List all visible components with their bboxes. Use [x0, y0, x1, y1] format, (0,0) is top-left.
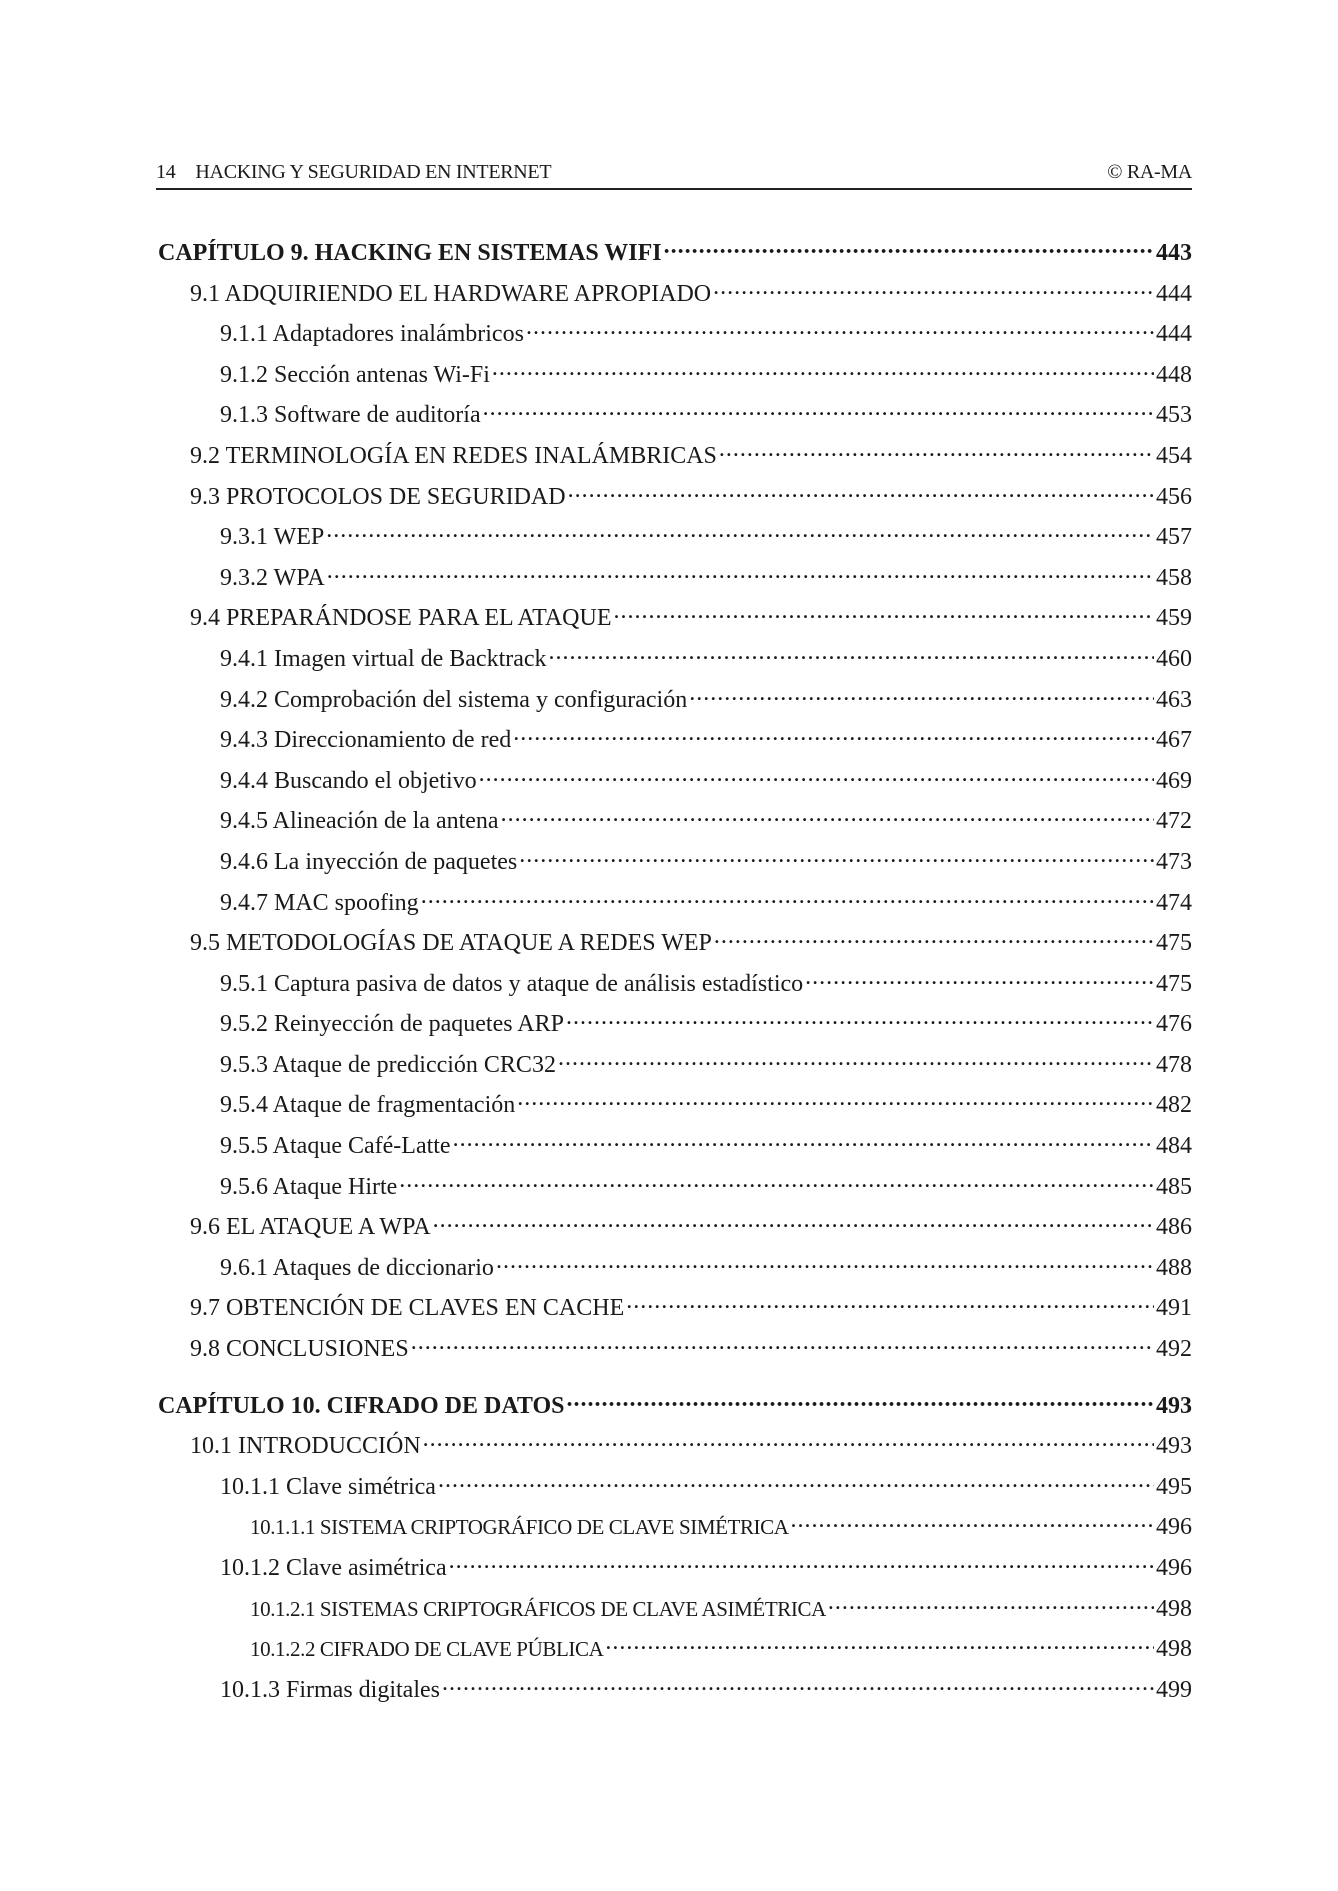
dot-leader: [326, 520, 1154, 544]
toc-entry-page: 469: [1156, 767, 1192, 794]
dot-leader: [719, 439, 1154, 463]
toc-entry: [158, 845, 1192, 886]
toc-entry-title: 9.4.6 La inyección de paquetes: [220, 848, 518, 875]
toc-entry: [158, 358, 1192, 399]
dot-leader: [513, 723, 1154, 747]
toc-entry-title: 9.5.3 Ataque de predicción CRC32: [220, 1051, 556, 1078]
toc-entry: [158, 1632, 1192, 1673]
dot-leader: [496, 1251, 1154, 1275]
toc-entry: [158, 764, 1192, 805]
toc-entry-page: 458: [1156, 564, 1192, 591]
dot-leader: [605, 1632, 1154, 1656]
toc-entry: [158, 683, 1192, 724]
dot-leader: [713, 277, 1154, 301]
toc-entry-page: 495: [1156, 1473, 1192, 1500]
toc-entry: [158, 277, 1192, 318]
toc-entry-title: 9.4.3 Direccionamiento de red: [220, 727, 512, 754]
dot-leader: [433, 1210, 1154, 1234]
dot-leader: [614, 601, 1155, 625]
toc-entry: [158, 1210, 1192, 1251]
toc-entry-title: 9.2 TERMINOLOGÍA EN REDES INALÁMBRICAS: [190, 442, 717, 469]
toc-entry: [158, 439, 1192, 480]
toc-entry: [158, 1592, 1192, 1633]
toc-entry: [158, 926, 1192, 967]
toc-entry-page: 444: [1156, 280, 1192, 307]
toc-entry-title: CAPÍTULO 10. CIFRADO DE DATOS: [158, 1392, 565, 1419]
dot-leader: [689, 683, 1154, 707]
toc-entry-title: 9.5.4 Ataque de fragmentación: [220, 1092, 516, 1119]
toc-entry: [158, 804, 1192, 845]
toc-entry-page: 456: [1156, 483, 1192, 510]
toc-entry-page: 492: [1156, 1336, 1192, 1363]
toc-entry: [158, 1007, 1192, 1048]
book-title: HACKING Y SEGURIDAD EN INTERNET: [195, 161, 552, 183]
toc-entry-title: 9.6.1 Ataques de diccionario: [220, 1254, 494, 1281]
toc-entry-page: 491: [1156, 1295, 1192, 1322]
dot-leader: [453, 1129, 1154, 1153]
dot-leader: [438, 1470, 1154, 1494]
toc-entry-title: 9.4.7 MAC spoofing: [220, 889, 419, 916]
toc-entry-title: 9.6 EL ATAQUE A WPA: [190, 1214, 431, 1241]
toc-entry: [158, 1048, 1192, 1089]
dot-leader: [423, 1429, 1154, 1453]
toc-entry-page: 472: [1156, 808, 1192, 835]
toc-entry: [158, 1429, 1192, 1470]
toc-entry-page: 496: [1156, 1514, 1192, 1541]
running-header-left: [156, 161, 551, 184]
toc-entry-title: 9.4.1 Imagen virtual de Backtrack: [220, 645, 547, 672]
toc-entry-page: 476: [1156, 1011, 1192, 1038]
toc-entry: [158, 1291, 1192, 1332]
toc-entry-title: 10.1.1 Clave simétrica: [220, 1473, 436, 1500]
toc-entry-page: 475: [1156, 970, 1192, 997]
dot-leader: [411, 1332, 1154, 1356]
dot-leader: [664, 236, 1154, 260]
toc-entry: [158, 1251, 1192, 1292]
toc-entry-page: 486: [1156, 1214, 1192, 1241]
toc-entry-title: 10.1.1.1 SISTEMA CRIPTOGRÁFICO DE CLAVE SIMÉTRICA: [250, 1515, 789, 1540]
dot-leader: [828, 1592, 1154, 1616]
toc-entry: [158, 317, 1192, 358]
dot-leader: [479, 764, 1154, 788]
toc-entry-title: 10.1.2 Clave asimétrica: [220, 1555, 447, 1581]
toc-entry-title: 9.5.2 Reinyección de paquetes ARP: [220, 1011, 564, 1038]
toc-entry-page: 460: [1156, 645, 1192, 672]
dot-leader: [517, 1088, 1154, 1112]
dot-leader: [558, 1048, 1154, 1072]
toc-entry: [158, 520, 1192, 561]
dot-leader: [449, 1551, 1154, 1575]
toc-entry-page: 443: [1156, 240, 1192, 266]
toc-entry-title: 9.5.6 Ataque Hirte: [220, 1173, 398, 1200]
toc-entry-title: 9.1.2 Sección antenas Wi-Fi: [220, 361, 490, 388]
toc-entry-page: 482: [1156, 1092, 1192, 1119]
toc-entry: [158, 1510, 1192, 1551]
dot-leader: [421, 886, 1154, 910]
toc-entry-page: 453: [1156, 402, 1192, 429]
toc-entry: [158, 1088, 1192, 1129]
toc-entry-page: 467: [1156, 727, 1192, 754]
toc-entry: [158, 1551, 1192, 1592]
toc-entry-title: 9.1 ADQUIRIENDO EL HARDWARE APROPIADO: [190, 280, 712, 307]
toc-entry-page: 478: [1156, 1051, 1192, 1078]
dot-leader: [399, 1170, 1154, 1194]
dot-leader: [526, 317, 1154, 341]
toc-entry: [158, 723, 1192, 764]
toc-entry-title: 9.5.5 Ataque Café-Latte: [220, 1133, 451, 1160]
toc-entry-page: 473: [1156, 848, 1192, 875]
toc-entry-title: CAPÍTULO 9. HACKING EN SISTEMAS WIFI: [158, 240, 662, 266]
toc-entry-title: 9.5.1 Captura pasiva de datos y ataque de análisis estadístico: [220, 970, 804, 997]
toc-entry-page: 488: [1156, 1254, 1192, 1281]
toc-entry-title: 9.4.5 Alineación de la antena: [220, 808, 499, 835]
toc-entry-page: 498: [1156, 1595, 1192, 1622]
dot-leader: [519, 845, 1154, 869]
toc-entry-title: 9.3.1 WEP: [220, 524, 325, 551]
dot-leader: [568, 480, 1154, 504]
dot-leader: [714, 926, 1154, 950]
toc-entry-title: 9.4 PREPARÁNDOSE PARA EL ATAQUE: [190, 605, 612, 632]
toc-entry-page: 454: [1156, 442, 1192, 469]
dot-leader: [805, 967, 1154, 991]
toc-entry: [158, 1170, 1192, 1211]
toc-entry-page: 498: [1156, 1636, 1192, 1663]
toc-entry-page: 457: [1156, 524, 1192, 551]
toc-entry: [158, 1332, 1192, 1373]
toc-chapter-entry: [158, 236, 1192, 277]
toc-entry-title: 10.1.2.2 CIFRADO DE CLAVE PÚBLICA: [250, 1637, 604, 1662]
toc-entry-page: 485: [1156, 1173, 1192, 1200]
toc-entry-title: 9.1.3 Software de auditoría: [220, 402, 481, 429]
toc-entry: [158, 1129, 1192, 1170]
dot-leader: [791, 1510, 1154, 1534]
toc-entry-page: 444: [1156, 321, 1192, 348]
dot-leader: [501, 804, 1154, 828]
toc-entry-page: 493: [1156, 1392, 1192, 1419]
toc-entry-page: 475: [1156, 930, 1192, 957]
toc-entry-page: 484: [1156, 1133, 1192, 1160]
toc-entry-title: 9.4.2 Comprobación del sistema y configuración: [220, 686, 688, 713]
toc-entry-title: 10.1.2.1 SISTEMAS CRIPTOGRÁFICOS DE CLAVE ASIMÉTRICA: [250, 1596, 826, 1621]
dot-leader: [626, 1291, 1154, 1315]
toc-entry: [158, 886, 1192, 927]
dot-leader: [327, 561, 1154, 585]
dot-leader: [567, 1389, 1155, 1413]
toc-entry-page: 463: [1156, 686, 1192, 713]
toc-entry-title: 9.8 CONCLUSIONES: [190, 1336, 409, 1363]
toc-entry: [158, 480, 1192, 521]
toc-entry-page: 474: [1156, 889, 1192, 916]
toc-entry: [158, 967, 1192, 1008]
dot-leader: [566, 1007, 1154, 1031]
toc-entry-title: 10.1.3 Firmas digitales: [220, 1676, 440, 1703]
toc-entry: [158, 398, 1192, 439]
toc-entry: [158, 1673, 1192, 1714]
toc-entry-page: 493: [1156, 1433, 1192, 1460]
dot-leader: [492, 358, 1154, 382]
toc-entry-title: 9.3.2 WPA: [220, 564, 325, 591]
page-number: 14: [156, 161, 176, 183]
toc-chapter-entry: [158, 1389, 1192, 1430]
toc-entry-title: 9.7 OBTENCIÓN DE CLAVES EN CACHE: [190, 1295, 625, 1322]
toc-entry: [158, 601, 1192, 642]
toc-entry-page: 499: [1156, 1676, 1192, 1703]
running-header: [156, 160, 1192, 190]
dot-leader: [442, 1673, 1154, 1697]
toc-entry: [158, 561, 1192, 602]
toc-entry-page: 448: [1156, 361, 1192, 388]
toc-entry-page: 459: [1156, 605, 1192, 632]
publisher-mark: © RA-MA: [1107, 161, 1192, 183]
table-of-contents: [158, 236, 1192, 1713]
toc-entry: [158, 1470, 1192, 1511]
dot-leader: [549, 642, 1154, 666]
toc-entry-title: 10.1 INTRODUCCIÓN: [190, 1433, 421, 1460]
toc-entry-title: 9.4.4 Buscando el objetivo: [220, 767, 477, 794]
dot-leader: [483, 398, 1154, 422]
toc-entry-title: 9.3 PROTOCOLOS DE SEGURIDAD: [190, 483, 566, 510]
toc-entry-title: 9.1.1 Adaptadores inalámbricos: [220, 321, 524, 348]
toc-entry-title: 9.5 METODOLOGÍAS DE ATAQUE A REDES WEP: [190, 930, 712, 957]
toc-entry-page: 496: [1156, 1555, 1192, 1581]
toc-entry: [158, 642, 1192, 683]
